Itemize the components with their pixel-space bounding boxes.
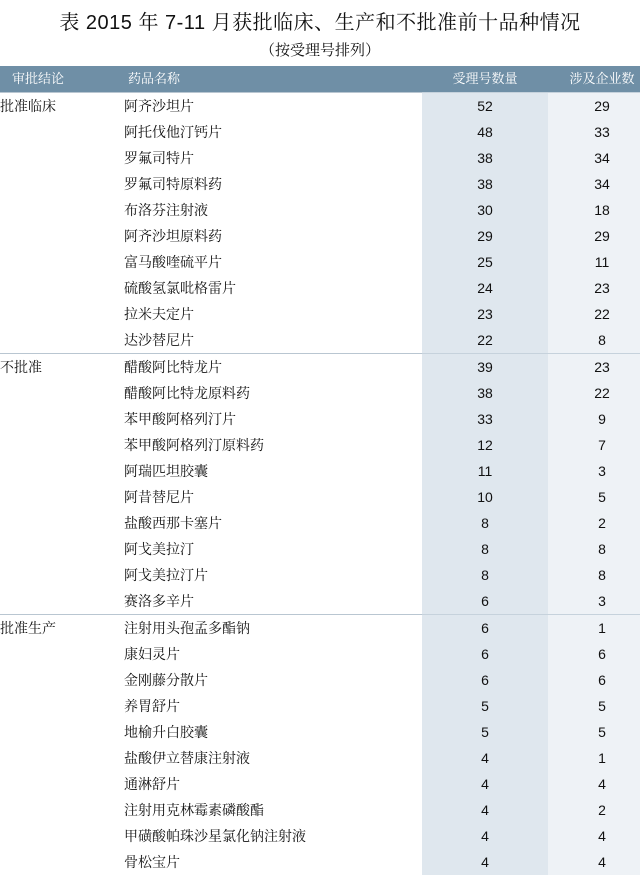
- column-header-category: 审批结论: [0, 66, 124, 93]
- cell-drug-name: 地榆升白胶囊: [124, 719, 422, 745]
- cell-category: [0, 562, 124, 588]
- cell-accept-count: 8: [422, 536, 548, 562]
- table-row: [0, 145, 640, 171]
- cell-accept-count: 29: [422, 223, 548, 249]
- cell-accept-count: 8: [422, 510, 548, 536]
- cell-accept-count: 10: [422, 484, 548, 510]
- cell-category: [0, 406, 124, 432]
- cell-category: 不批准: [0, 354, 124, 381]
- column-header-accept-count: 受理号数量: [422, 66, 548, 93]
- cell-category: [0, 719, 124, 745]
- cell-accept-count: 4: [422, 849, 548, 875]
- cell-drug-name: 阿瑞匹坦胶囊: [124, 458, 422, 484]
- cell-drug-name: 阿托伐他汀钙片: [124, 119, 422, 145]
- cell-accept-count: 6: [422, 588, 548, 615]
- cell-category: [0, 484, 124, 510]
- cell-company-count: 34: [548, 145, 640, 171]
- cell-company-count: 5: [548, 484, 640, 510]
- cell-category: [0, 458, 124, 484]
- table-row: [0, 458, 640, 484]
- cell-company-count: 7: [548, 432, 640, 458]
- table-body: [0, 93, 640, 875]
- table-row: [0, 119, 640, 145]
- cell-accept-count: 6: [422, 667, 548, 693]
- cell-drug-name: 醋酸阿比特龙原料药: [124, 380, 422, 406]
- cell-accept-count: 4: [422, 745, 548, 771]
- cell-category: [0, 641, 124, 667]
- cell-company-count: 8: [548, 327, 640, 354]
- cell-company-count: 23: [548, 354, 640, 381]
- cell-drug-name: 康妇灵片: [124, 641, 422, 667]
- cell-accept-count: 30: [422, 197, 548, 223]
- cell-accept-count: 38: [422, 145, 548, 171]
- cell-drug-name: 达沙替尼片: [124, 327, 422, 354]
- table-header: [0, 66, 640, 93]
- cell-accept-count: 8: [422, 562, 548, 588]
- cell-category: [0, 275, 124, 301]
- cell-company-count: 8: [548, 562, 640, 588]
- cell-accept-count: 23: [422, 301, 548, 327]
- cell-drug-name: 甲磺酸帕珠沙星氯化钠注射液: [124, 823, 422, 849]
- cell-company-count: 8: [548, 536, 640, 562]
- page-title: 表 2015 年 7-11 月获批临床、生产和不批准前十品种情况: [10, 8, 630, 38]
- table-row: [0, 771, 640, 797]
- table-row: [0, 641, 640, 667]
- table-row: [0, 93, 640, 120]
- cell-company-count: 22: [548, 301, 640, 327]
- cell-category: [0, 119, 124, 145]
- cell-drug-name: 富马酸喹硫平片: [124, 249, 422, 275]
- cell-accept-count: 4: [422, 797, 548, 823]
- cell-category: [0, 223, 124, 249]
- cell-company-count: 4: [548, 849, 640, 875]
- table-row: [0, 745, 640, 771]
- cell-drug-name: 醋酸阿比特龙片: [124, 354, 422, 381]
- cell-drug-name: 苯甲酸阿格列汀原料药: [124, 432, 422, 458]
- cell-category: 批准生产: [0, 615, 124, 642]
- cell-accept-count: 52: [422, 93, 548, 120]
- table-row: [0, 223, 640, 249]
- cell-category: [0, 145, 124, 171]
- cell-accept-count: 12: [422, 432, 548, 458]
- cell-drug-name: 注射用头孢孟多酯钠: [124, 615, 422, 642]
- cell-drug-name: 赛洛多辛片: [124, 588, 422, 615]
- table-row: [0, 432, 640, 458]
- cell-company-count: 6: [548, 641, 640, 667]
- cell-company-count: 11: [548, 249, 640, 275]
- cell-company-count: 34: [548, 171, 640, 197]
- table-row: [0, 354, 640, 381]
- cell-company-count: 29: [548, 93, 640, 120]
- cell-drug-name: 罗氟司特原料药: [124, 171, 422, 197]
- cell-accept-count: 6: [422, 641, 548, 667]
- cell-category: [0, 197, 124, 223]
- cell-category: [0, 797, 124, 823]
- cell-company-count: 2: [548, 510, 640, 536]
- cell-category: [0, 327, 124, 354]
- cell-drug-name: 苯甲酸阿格列汀片: [124, 406, 422, 432]
- cell-drug-name: 骨松宝片: [124, 849, 422, 875]
- cell-category: [0, 693, 124, 719]
- cell-company-count: 5: [548, 719, 640, 745]
- table-row: [0, 797, 640, 823]
- cell-category: [0, 249, 124, 275]
- cell-company-count: 3: [548, 588, 640, 615]
- cell-drug-name: 阿戈美拉汀: [124, 536, 422, 562]
- cell-accept-count: 11: [422, 458, 548, 484]
- cell-drug-name: 通淋舒片: [124, 771, 422, 797]
- table-row: [0, 484, 640, 510]
- table-row: [0, 171, 640, 197]
- table-row: [0, 197, 640, 223]
- table-row: [0, 510, 640, 536]
- table-row: [0, 301, 640, 327]
- cell-drug-name: 拉米夫定片: [124, 301, 422, 327]
- cell-accept-count: 4: [422, 823, 548, 849]
- cell-accept-count: 39: [422, 354, 548, 381]
- cell-category: [0, 432, 124, 458]
- cell-company-count: 4: [548, 823, 640, 849]
- cell-category: [0, 588, 124, 615]
- cell-drug-name: 阿齐沙坦原料药: [124, 223, 422, 249]
- cell-accept-count: 48: [422, 119, 548, 145]
- table-row: [0, 562, 640, 588]
- cell-accept-count: 38: [422, 380, 548, 406]
- table-row: [0, 667, 640, 693]
- cell-drug-name: 养胃舒片: [124, 693, 422, 719]
- cell-category: [0, 745, 124, 771]
- cell-category: [0, 667, 124, 693]
- table-row: [0, 275, 640, 301]
- cell-drug-name: 注射用克林霉素磷酸酯: [124, 797, 422, 823]
- cell-category: [0, 510, 124, 536]
- table-row: [0, 327, 640, 354]
- cell-category: [0, 771, 124, 797]
- title-block: [0, 0, 640, 66]
- cell-drug-name: 金刚藤分散片: [124, 667, 422, 693]
- cell-drug-name: 罗氟司特片: [124, 145, 422, 171]
- cell-company-count: 22: [548, 380, 640, 406]
- cell-company-count: 1: [548, 615, 640, 642]
- table-row: [0, 719, 640, 745]
- cell-category: [0, 823, 124, 849]
- cell-accept-count: 5: [422, 719, 548, 745]
- cell-company-count: 18: [548, 197, 640, 223]
- cell-category: [0, 536, 124, 562]
- cell-accept-count: 24: [422, 275, 548, 301]
- cell-accept-count: 6: [422, 615, 548, 642]
- cell-drug-name: 阿昔替尼片: [124, 484, 422, 510]
- cell-company-count: 5: [548, 693, 640, 719]
- cell-drug-name: 盐酸伊立替康注射液: [124, 745, 422, 771]
- cell-company-count: 3: [548, 458, 640, 484]
- table-row: [0, 615, 640, 642]
- cell-drug-name: 盐酸西那卡塞片: [124, 510, 422, 536]
- cell-drug-name: 布洛芬注射液: [124, 197, 422, 223]
- cell-company-count: 2: [548, 797, 640, 823]
- cell-accept-count: 22: [422, 327, 548, 354]
- column-header-company-count: 涉及企业数: [548, 66, 640, 93]
- cell-accept-count: 33: [422, 406, 548, 432]
- cell-company-count: 9: [548, 406, 640, 432]
- cell-company-count: 33: [548, 119, 640, 145]
- table-row: [0, 406, 640, 432]
- cell-company-count: 6: [548, 667, 640, 693]
- cell-category: [0, 380, 124, 406]
- cell-drug-name: 硫酸氢氯吡格雷片: [124, 275, 422, 301]
- table-row: [0, 823, 640, 849]
- cell-drug-name: 阿齐沙坦片: [124, 93, 422, 120]
- cell-accept-count: 38: [422, 171, 548, 197]
- column-header-drug-name: 药品名称: [124, 66, 422, 93]
- table-header-row: [0, 66, 640, 93]
- cell-company-count: 29: [548, 223, 640, 249]
- table-row: [0, 536, 640, 562]
- cell-company-count: 4: [548, 771, 640, 797]
- cell-category: [0, 849, 124, 875]
- table-row: [0, 588, 640, 615]
- table-row: [0, 849, 640, 875]
- cell-accept-count: 5: [422, 693, 548, 719]
- cell-category: 批准临床: [0, 93, 124, 120]
- table-row: [0, 380, 640, 406]
- cell-category: [0, 171, 124, 197]
- table-row: [0, 249, 640, 275]
- page-subtitle: （按受理号排列）: [10, 38, 630, 64]
- cell-drug-name: 阿戈美拉汀片: [124, 562, 422, 588]
- table-row: [0, 693, 640, 719]
- cell-accept-count: 4: [422, 771, 548, 797]
- cell-company-count: 1: [548, 745, 640, 771]
- cell-accept-count: 25: [422, 249, 548, 275]
- cell-category: [0, 301, 124, 327]
- drug-approval-table: [0, 66, 640, 875]
- cell-company-count: 23: [548, 275, 640, 301]
